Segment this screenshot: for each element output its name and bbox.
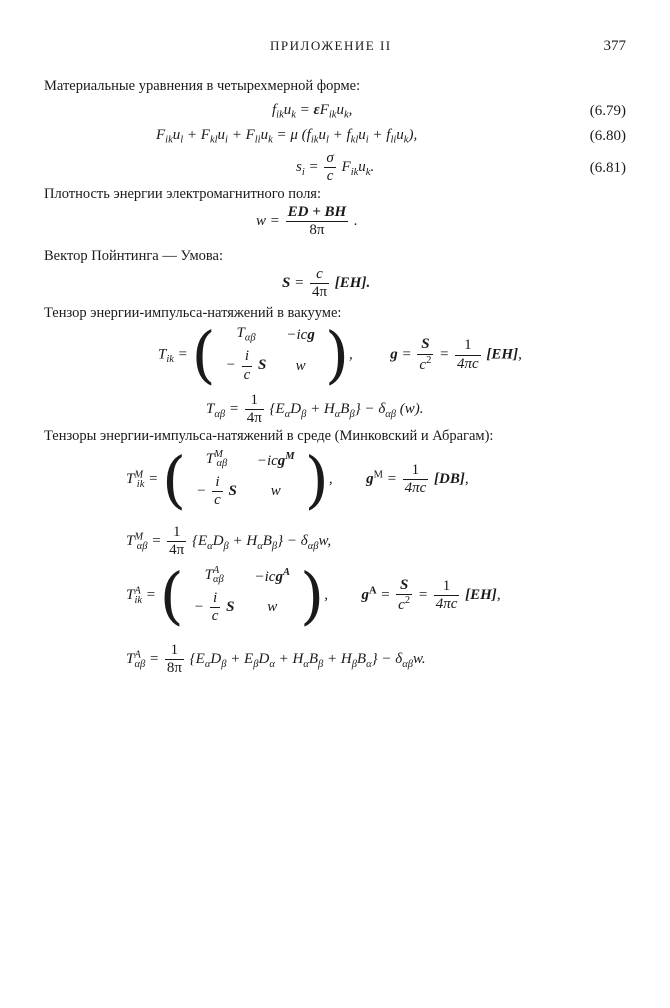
equation-number-6-81: (6.81) <box>589 160 626 176</box>
running-header <box>0 38 670 58</box>
page-number: 377 <box>603 38 626 54</box>
paragraph-energy-density: Плотность энергии электромагнитного поля: <box>44 186 322 202</box>
equation-vacuum-tensor: $T_{ik}$ = ( $T_{\alpha\beta}$ −icg − $\frac{i}{c}$ S w ), g = $\frac{S}{c^2}$ = $\frac{1}{4\pi c}$ [EH], <box>158 318 522 391</box>
equation-energy-density: w = $\frac{ED + BH}{8\pi}$ . <box>256 204 358 239</box>
equation-number-6-80: (6.80) <box>589 128 626 144</box>
header-title: ПРИЛОЖЕНИЕ II <box>270 38 392 53</box>
equation-minkowski-stress: $T^M_{\alpha\beta}$ = $\frac{1}{4\pi}$ $\{E_\alpha D_\beta + H_\alpha B_\beta\} - \delta_{\alpha\beta}w$, <box>126 524 332 559</box>
equation-minkowski-tensor: $T^M_{ik}$ = ( $T^M_{\alpha\beta}$ −icg$^M$ − $\frac{i}{c}$ S w ), $g^M$ = $\frac{1}{4\pi c}$ [DB], <box>126 442 469 516</box>
equation-number-6-79: (6.79) <box>589 103 626 119</box>
equation-6-81: $s_i$ = $\frac{\sigma}{c}$ $F_{ik}u_k$. <box>296 150 375 185</box>
paragraph-vacuum-tensor: Тензор энергии-импульса-натяжений в вакууме: <box>44 305 342 321</box>
matrix-vacuum: ( $T_{\alpha\beta}$ −icg − $\frac{i}{c}$ S w ) <box>191 318 350 391</box>
equation-6-79: $f_{ik}u_k = \varepsilon F_{ik}u_k$, <box>272 102 353 121</box>
equation-poynting: S = $\frac{c}{4\pi}$ [EH]. <box>282 266 371 301</box>
matrix-minkowski: ( $T^M_{\alpha\beta}$ −icg$^M$ − $\frac{i}{c}$ S w ) <box>162 442 329 516</box>
paragraph-material-equations: Материальные уравнения в четырехмерной форме: <box>44 78 361 94</box>
paragraph-poynting: Вектор Пойнтинга — Умова: <box>44 248 223 264</box>
paragraph-medium-tensors: Тензоры энергии-импульса-натяжений в среде (Минковский и Абрагам): <box>44 428 494 444</box>
equation-abraham-stress: $T^A_{\alpha\beta}$ = $\frac{1}{8\pi}$ $\{E_\alpha D_\beta + E_\beta D_\alpha + H_\alpha B_\beta + H_\beta B_\alpha\} - \delta_{\alpha\beta}w$. <box>126 642 426 677</box>
equation-vacuum-stress: $T_{\alpha\beta}$ = $\frac{1}{4\pi}$ $\{E_\alpha D_\beta + H_\alpha B_\beta\} - \delta_{\alpha\beta}$ (w). <box>206 392 424 427</box>
equation-abraham-tensor: $T^A_{ik}$ = ( $T^A_{\alpha\beta}$ −icg$^A$ − $\frac{i}{c}$ S w ), $g^A$ = $\frac{S}{c^2}$ = $\frac{1}{4\pi c}$ [EH], <box>126 558 501 632</box>
matrix-abraham: ( $T^A_{\alpha\beta}$ −icg$^A$ − $\frac{i}{c}$ S w ) <box>159 558 325 632</box>
equation-6-80: $F_{ik}u_l + F_{kl}u_i + F_{li}u_k = \mu$ $(f_{ik}u_l + f_{kl}u_i + f_{li}u_k)$, <box>156 127 418 146</box>
